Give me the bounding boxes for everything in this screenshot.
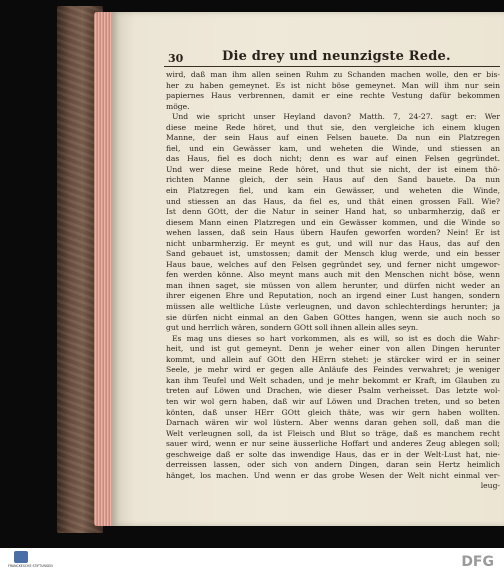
text-line: wird, daß man ihm allen seinen Ruhm zu Schanden machen wolle, den er bis-	[166, 70, 500, 79]
text-line: Haus baue, welches auf den Felsen gegründet sey, und ferner nicht umgewor-	[166, 259, 500, 269]
text-line: diesem Mann einen Platzregen und ein Gewässer kommen, und die Winde so	[166, 217, 500, 227]
text-line: richten Manne gleich, der sein Haus auf den Sand bauete. Da nun	[166, 175, 500, 185]
text-line: nicht unbarmherzig. Er meynt es gut, und will nur das Haus, das auf den	[166, 238, 500, 248]
text-line: hänget, los machen. Und wenn er das grobe Wesen der Welt nicht einmal ver-	[166, 470, 500, 480]
logo-text: FRANCKESCHE STIFTUNGEN	[8, 564, 53, 568]
footer-strip	[0, 548, 504, 579]
text-line: Ist denn GOtt, der die Natur in seiner Hand hat, so unbarmherzig, daß er	[166, 207, 500, 217]
text-line: gut und herrlich wären, sondern GOtt soll ihnen allein alles seyn.	[166, 323, 419, 333]
text-line: ein Platzregen fiel, und kam ein Gewässer, und weheten die Winde,	[166, 186, 500, 196]
text-line: ihrer eigenen Ehre und Reputation, noch an irgend einer Lust hangen, sondern	[166, 291, 500, 301]
dfg-logo: DFG	[461, 554, 494, 570]
text-line: diese meine Rede höret, und thut sie, den vergleiche ich einem klugen	[166, 122, 500, 132]
text-line: man ihnen saget, sie müssen von allem herunter, und dürfen nicht weder an	[166, 280, 500, 290]
text-line: her zu haben gemeynet. Es ist nicht böse gemeynet. Man will ihm nur sein	[166, 80, 500, 90]
text-line: Sand gebauet ist, umstossen; damit der Mensch klug werde, und ein besser	[166, 249, 500, 259]
text-line: das Haus, fiel es doch nicht; denn es war auf einen Felsen gegründet.	[166, 154, 500, 164]
text-line: Welt verleugnen soll, da ist Fleisch und Blut so träge, daß es manchem recht	[166, 428, 500, 438]
text-line: derreissen lassen, oder sich von andern Dingen, daran sein Hertz heimlich	[166, 460, 500, 470]
catchword: leug-	[480, 481, 500, 491]
text-line: Darnach wären wir wol lüstern. Aber wenns daran gehen soll, daß man die	[166, 418, 500, 428]
text-line: treten auf Löwen und Drachen, wie dieser Psalm verheisset. Das letzte wol-	[166, 386, 500, 396]
franckesche-stiftungen-logo	[8, 551, 53, 577]
text-line: wehen lassen, daß sein Haus übern Haufen geworfen worden? Nein! Er ist	[166, 228, 500, 238]
text-line: müssen alle weltliche Lüste verleugnen, und davon schlechterdings herunter; ja	[166, 302, 500, 312]
page-number: 30	[168, 52, 184, 65]
text-line: Manne, der sein Haus auf einen Felsen bauete. Da nun ein Platzregen	[166, 133, 500, 143]
text-line: sie dürfen nicht einmal an den Gaben GOttes hangen, wenn sie auch noch so	[166, 312, 500, 322]
text-line: könten, daß unser HErr GOtt gleich thäte, was wir gern haben wollten.	[166, 407, 500, 417]
text-line: Seele, je mehr wird er gegen alle Anläufe des Feindes verwahret; je weniger	[166, 365, 500, 375]
text-line: ten wir wol gern haben, daß wir auf Löwen und Drachen treten, und so beten	[166, 396, 500, 406]
header-rule	[164, 66, 500, 67]
text-line: und stiessen an das Haus, da fiel es, und thät einen grossen Fall. Wie?	[166, 196, 500, 206]
text-line: heit, und ist gut gemeynt. Denn je weher einer von allen Dingen herunter	[166, 344, 500, 354]
logo-mark-icon	[14, 551, 28, 563]
text-line: Und wie spricht unser Heyland davon? Matth. 7, 24-27. sagt er: Wer	[172, 112, 500, 122]
body-text	[166, 70, 500, 492]
text-line: fen werden könne. Also meynt mans auch mit den Menschen nicht böse, wenn	[166, 270, 500, 280]
text-line: sauer wird, wenn er nur seine äusserliche Hoffart und anderes Zeug ablegen soll;	[166, 439, 500, 449]
text-line: kommt, und allein auf GOtt den HErrn stehet: je stärcker wird er in seiner	[166, 354, 500, 364]
text-line: fiel, und ein Gewässer kam, und weheten die Winde, und stiessen an	[166, 143, 500, 153]
text-line: Und wer diese meine Rede höret, und thut sie nicht, der ist einem thö-	[166, 164, 500, 174]
text-line: Es mag uns dieses so hart vorkommen, als es will, so ist es doch die Wahr-	[172, 333, 500, 343]
running-head: Die drey und neunzigste Rede.	[222, 49, 451, 64]
text-line: geschweige daß er solte das inwendige Haus, das er in der Welt-Lust hat, nie-	[166, 449, 500, 459]
text-line: papiernes Haus verbrennen, damit er eine rechte Vestung dafür bekommen	[166, 91, 500, 101]
text-line: möge.	[166, 101, 190, 111]
text-line: kan ihm Teufel und Welt schaden, und je mehr bekommt er Kraft, im Glauben zu	[166, 375, 500, 385]
